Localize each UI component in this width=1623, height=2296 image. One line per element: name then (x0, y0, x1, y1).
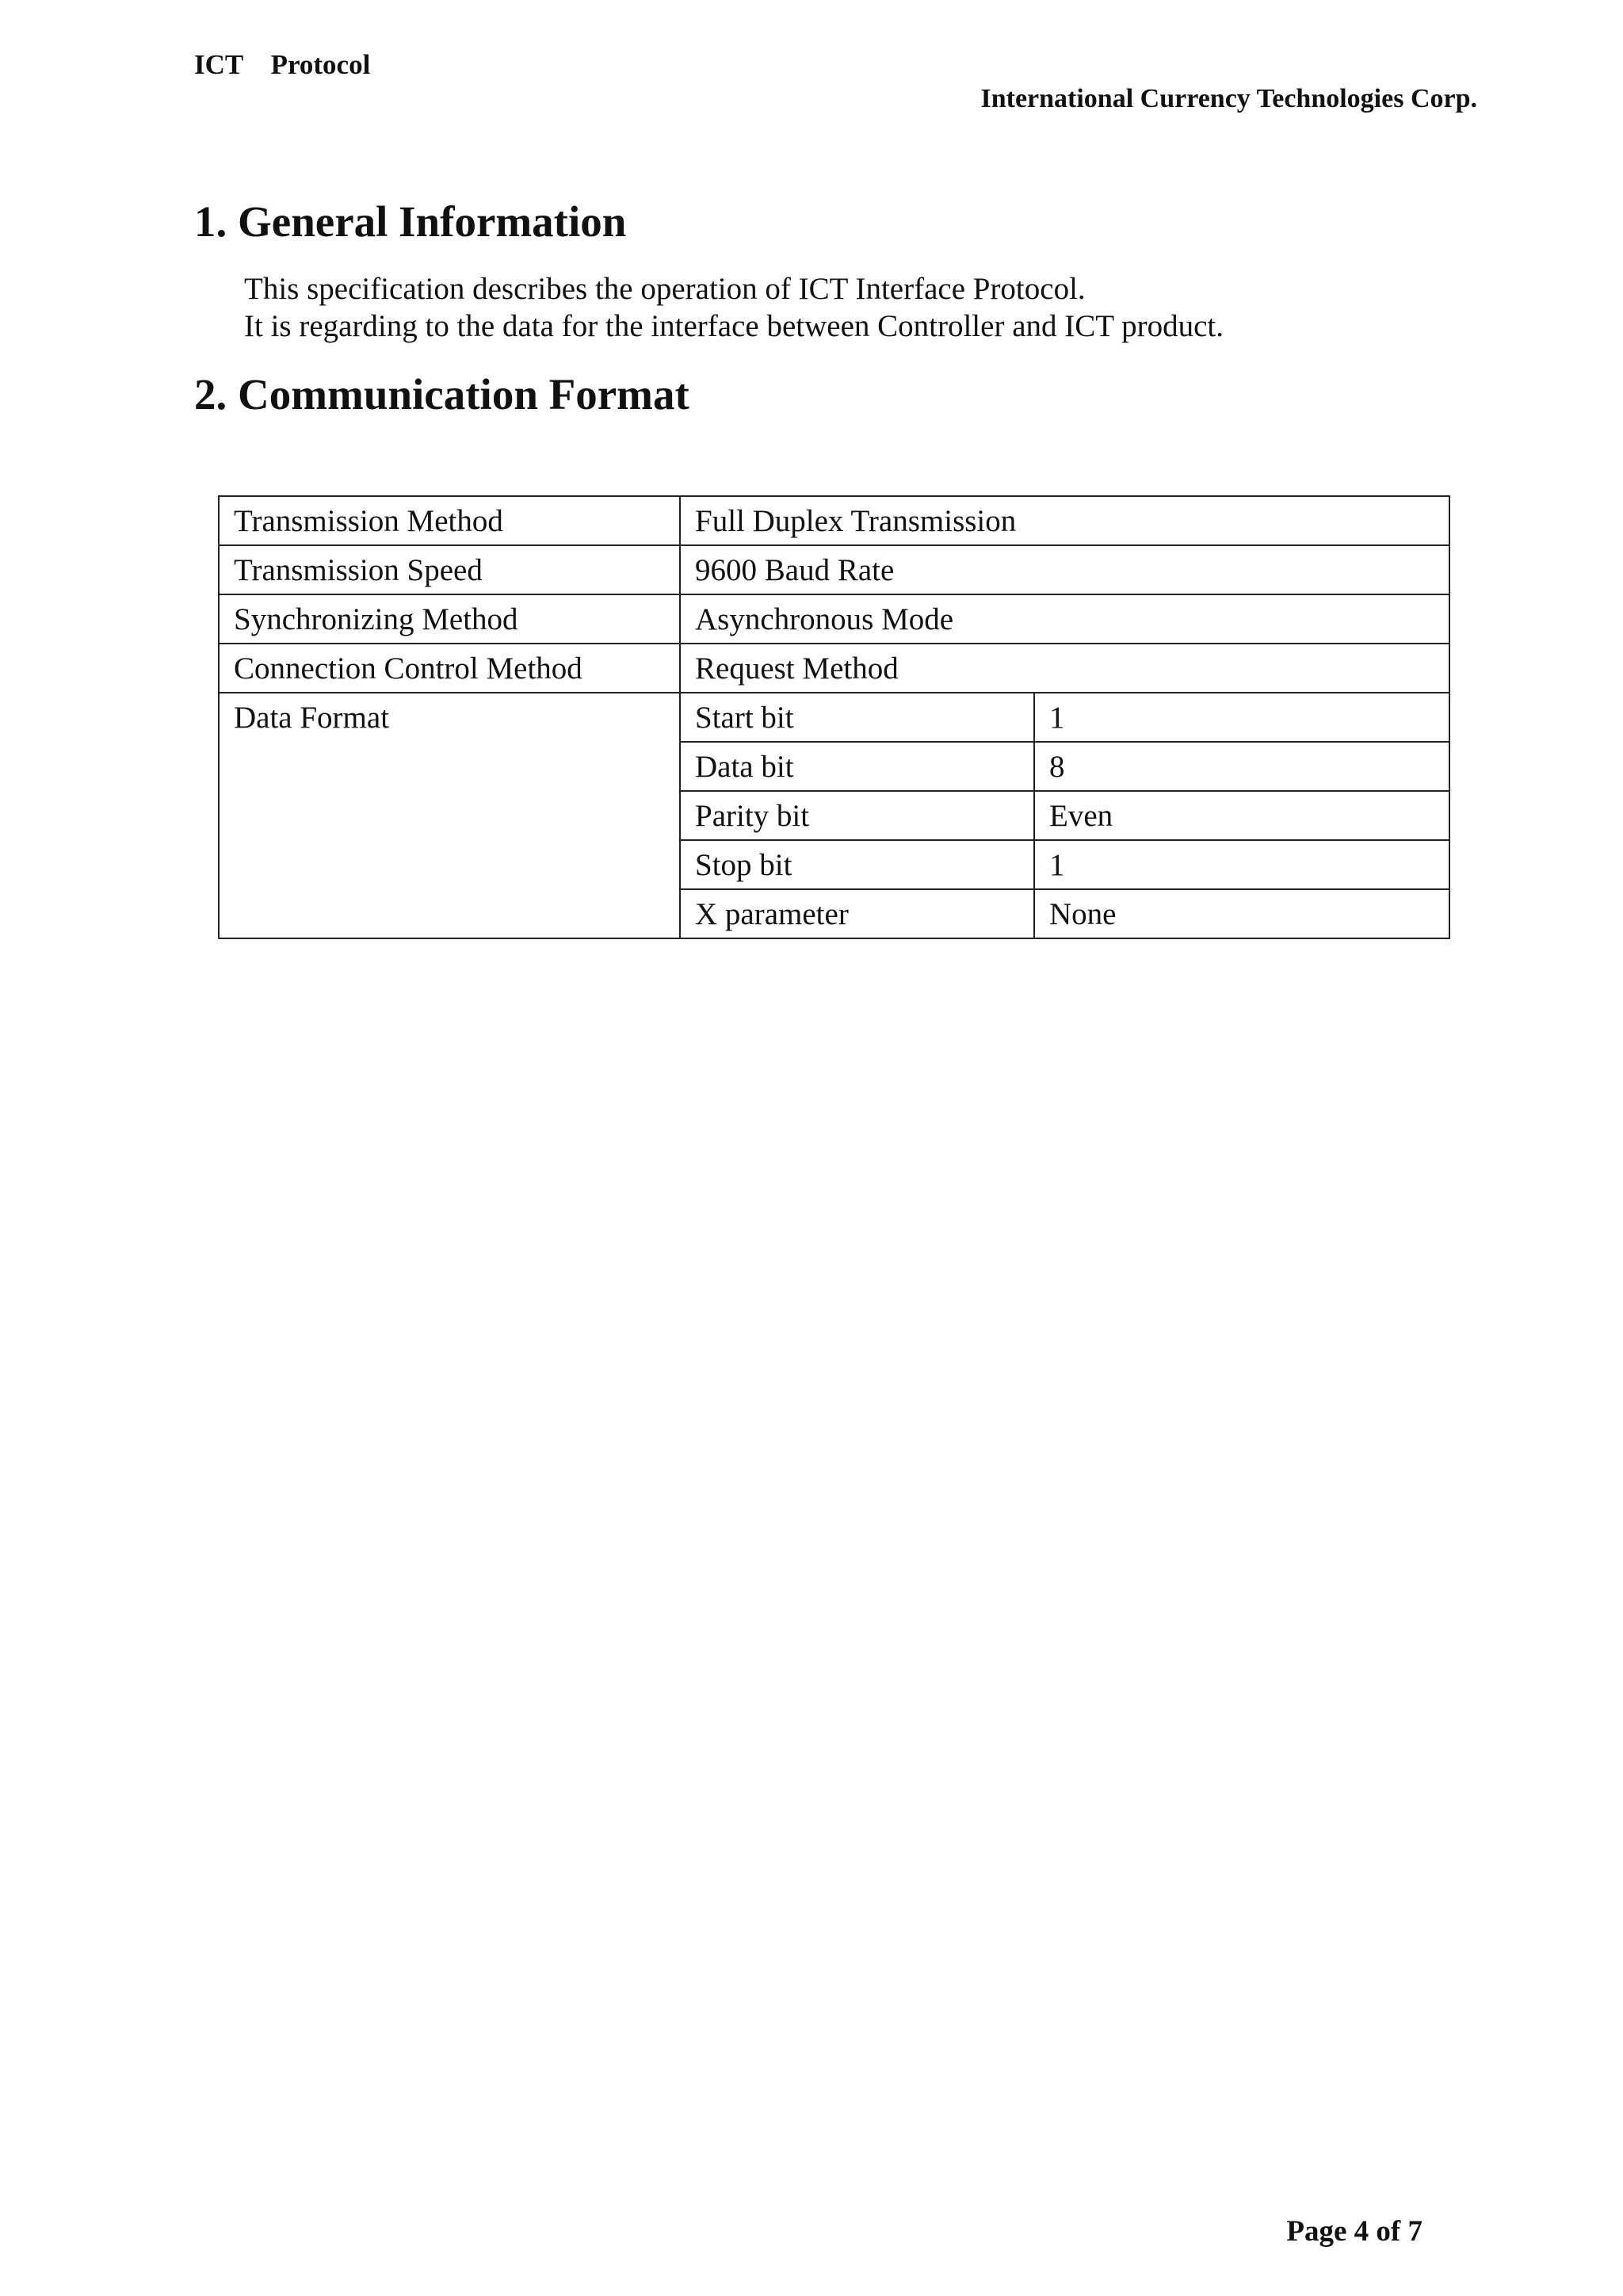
data-format-item-name: Data bit (680, 742, 1034, 791)
data-format-item-name: X parameter (680, 889, 1034, 938)
row-value: Full Duplex Transmission (680, 496, 1449, 545)
paragraph-line: It is regarding to the data for the interface between Controller and ICT product. (244, 309, 1224, 343)
data-format-item-name: Stop bit (680, 840, 1034, 889)
data-format-item-name: Parity bit (680, 791, 1034, 840)
data-format-item-name: Start bit (680, 693, 1034, 742)
page-number: Page 4 of 7 (1286, 2215, 1423, 2248)
header-document-title: ICT Protocol (194, 49, 371, 80)
section-heading-communication-format: 2. Communication Format (194, 370, 689, 418)
data-format-item-value: None (1034, 889, 1449, 938)
paragraph-line: This specification describes the operation of ICT Interface Protocol. (244, 272, 1086, 306)
data-format-item-value: 8 (1034, 742, 1449, 791)
row-value: 9600 Baud Rate (680, 545, 1449, 594)
table-row (219, 545, 1449, 594)
row-value: Request Method (680, 644, 1449, 693)
row-label: Transmission Method (219, 496, 680, 545)
data-format-item-value: Even (1034, 791, 1449, 840)
header-company-name: International Currency Technologies Corp. (980, 84, 1477, 113)
section-heading-general-information: 1. General Information (194, 197, 627, 246)
data-format-item-value: 1 (1034, 840, 1449, 889)
communication-format-table (218, 495, 1450, 939)
data-format-item-value: 1 (1034, 693, 1449, 742)
table-row (219, 693, 1449, 742)
table-row (219, 644, 1449, 693)
table-row (219, 496, 1449, 545)
row-label: Transmission Speed (219, 545, 680, 594)
row-label: Connection Control Method (219, 644, 680, 693)
row-value: Asynchronous Mode (680, 594, 1449, 644)
data-format-label: Data Format (219, 693, 680, 938)
table-row (219, 594, 1449, 644)
row-label: Synchronizing Method (219, 594, 680, 644)
